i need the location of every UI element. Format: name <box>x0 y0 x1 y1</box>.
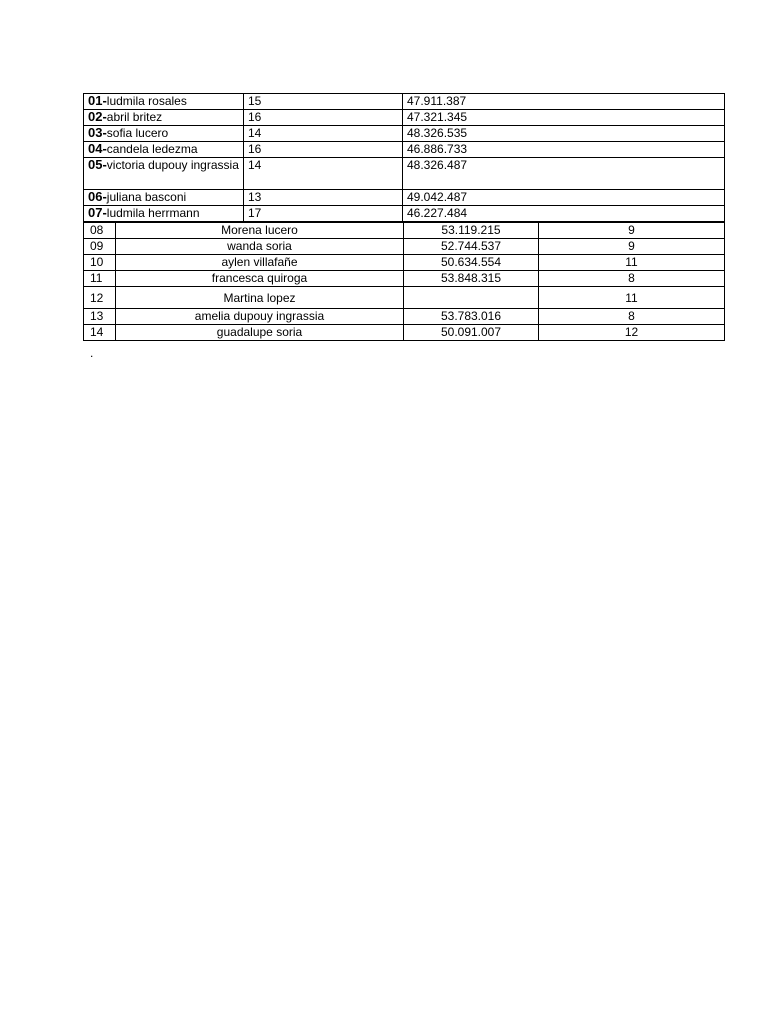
table-row <box>84 239 725 255</box>
row-number: 05- <box>88 157 107 172</box>
row-number: 07- <box>88 205 107 220</box>
table-row <box>84 287 725 309</box>
row-number: 02- <box>88 109 107 124</box>
student-name: ludmila rosales <box>106 94 187 108</box>
row-number: 01- <box>88 93 107 108</box>
table-row <box>84 206 725 222</box>
number-cell: 14 <box>84 325 116 341</box>
age-cell: 16 <box>244 142 403 158</box>
number-cell: 13 <box>84 309 116 325</box>
name-cell: amelia dupouy ingrassia <box>116 309 404 325</box>
dni-cell: 50.091.007 <box>404 325 539 341</box>
age-cell: 11 <box>539 287 725 309</box>
name-cell <box>84 206 244 222</box>
student-name: sofia lucero <box>106 126 169 140</box>
name-cell <box>84 110 244 126</box>
age-cell: 14 <box>244 126 403 142</box>
age-cell: 9 <box>539 239 725 255</box>
name-cell: guadalupe soria <box>116 325 404 341</box>
students-table-1 <box>83 93 725 222</box>
table-row <box>84 325 725 341</box>
row-number: 03- <box>88 125 107 140</box>
table-row <box>84 309 725 325</box>
dni-cell: 48.326.535 <box>403 126 725 142</box>
student-name: juliana basconi <box>106 190 187 204</box>
row-number: 06- <box>88 189 107 204</box>
table-row <box>84 126 725 142</box>
dni-cell: 47.321.345 <box>403 110 725 126</box>
age-cell: 8 <box>539 309 725 325</box>
age-cell: 13 <box>244 190 403 206</box>
table-row <box>84 255 725 271</box>
row-number: 04- <box>88 141 107 156</box>
students-table-2 <box>83 222 725 341</box>
dni-cell: 46.227.484 <box>403 206 725 222</box>
name-cell: Morena lucero <box>116 223 404 239</box>
name-cell <box>84 126 244 142</box>
name-cell: wanda soria <box>116 239 404 255</box>
name-cell: francesca quiroga <box>116 271 404 287</box>
age-cell: 15 <box>244 94 403 110</box>
dni-cell: 50.634.554 <box>404 255 539 271</box>
student-name: abril britez <box>106 110 163 124</box>
dni-cell: 48.326.487 <box>403 158 725 190</box>
table-row <box>84 223 725 239</box>
dni-cell: 53.848.315 <box>404 271 539 287</box>
trailing-period: . <box>90 346 94 360</box>
number-cell: 11 <box>84 271 116 287</box>
dni-cell: 52.744.537 <box>404 239 539 255</box>
table-row <box>84 271 725 287</box>
number-cell: 10 <box>84 255 116 271</box>
table-row <box>84 110 725 126</box>
name-cell <box>84 94 244 110</box>
name-cell: Martina lopez <box>116 287 404 309</box>
student-name: ludmila herrmann <box>106 206 200 220</box>
name-cell: aylen villafañe <box>116 255 404 271</box>
name-cell <box>84 142 244 158</box>
name-cell <box>84 158 244 190</box>
dni-cell: 53.783.016 <box>404 309 539 325</box>
age-cell: 9 <box>539 223 725 239</box>
table-row <box>84 158 725 190</box>
number-cell: 08 <box>84 223 116 239</box>
number-cell: 12 <box>84 287 116 309</box>
age-cell: 14 <box>244 158 403 190</box>
dni-cell <box>404 287 539 309</box>
age-cell: 11 <box>539 255 725 271</box>
age-cell: 16 <box>244 110 403 126</box>
table-row <box>84 142 725 158</box>
table-row <box>84 190 725 206</box>
dni-cell: 46.886.733 <box>403 142 725 158</box>
age-cell: 17 <box>244 206 403 222</box>
dni-cell: 47.911.387 <box>403 94 725 110</box>
age-cell: 8 <box>539 271 725 287</box>
number-cell: 09 <box>84 239 116 255</box>
table-row <box>84 94 725 110</box>
student-name: victoria dupouy ingrassia <box>106 158 239 172</box>
student-name: candela ledezma <box>106 142 198 156</box>
dni-cell: 53.119.215 <box>404 223 539 239</box>
age-cell: 12 <box>539 325 725 341</box>
dni-cell: 49.042.487 <box>403 190 725 206</box>
name-cell <box>84 190 244 206</box>
